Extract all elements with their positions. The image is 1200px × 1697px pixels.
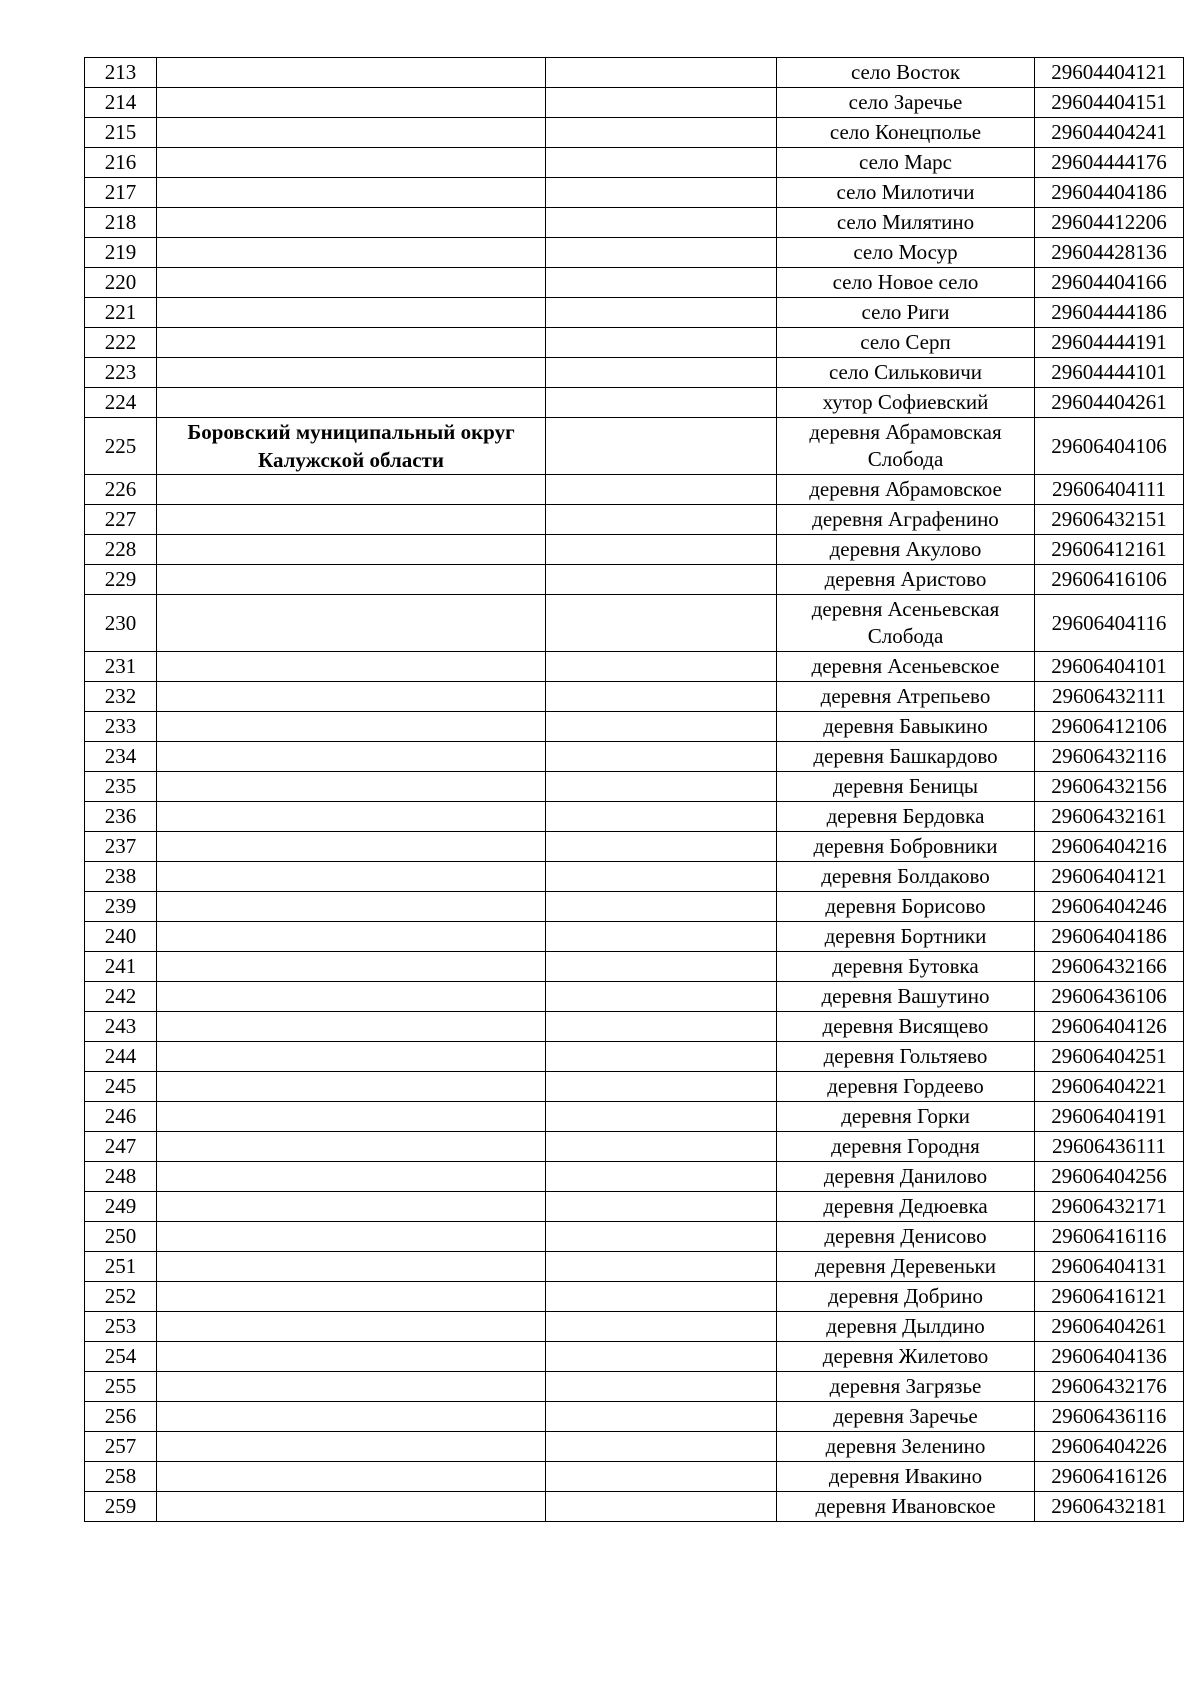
table-row (85, 1492, 1184, 1522)
table-row (85, 1102, 1184, 1132)
empty-cell (546, 1012, 777, 1042)
district-cell (157, 712, 546, 742)
table-row (85, 178, 1184, 208)
empty-cell (546, 982, 777, 1012)
empty-cell (546, 892, 777, 922)
district-cell (157, 892, 546, 922)
empty-cell (546, 832, 777, 862)
settlement-cell: деревня Дылдино (777, 1312, 1035, 1342)
district-cell (157, 652, 546, 682)
table-row (85, 832, 1184, 862)
settlement-cell: село Марс (777, 148, 1035, 178)
row-number: 243 (85, 1012, 157, 1042)
settlement-cell: село Сильковичи (777, 358, 1035, 388)
oktmo-code-cell: 29606432171 (1035, 1192, 1184, 1222)
row-number: 219 (85, 238, 157, 268)
settlement-cell: село Восток (777, 58, 1035, 88)
row-number: 244 (85, 1042, 157, 1072)
empty-cell (546, 652, 777, 682)
table-row (85, 595, 1184, 652)
row-number: 218 (85, 208, 157, 238)
row-number: 242 (85, 982, 157, 1012)
row-number: 226 (85, 475, 157, 505)
empty-cell (546, 208, 777, 238)
oktmo-code-cell: 29606404251 (1035, 1042, 1184, 1072)
district-cell (157, 565, 546, 595)
empty-cell (546, 1192, 777, 1222)
oktmo-code-cell: 29604404261 (1035, 388, 1184, 418)
row-number: 259 (85, 1492, 157, 1522)
district-cell (157, 1372, 546, 1402)
empty-cell (546, 1042, 777, 1072)
empty-cell (546, 922, 777, 952)
table-row (85, 742, 1184, 772)
table-row (85, 328, 1184, 358)
settlement-cell: хутор Софиевский (777, 388, 1035, 418)
district-cell (157, 535, 546, 565)
settlement-cell: деревня Загрязье (777, 1372, 1035, 1402)
oktmo-code-cell: 29606416116 (1035, 1222, 1184, 1252)
row-number: 246 (85, 1102, 157, 1132)
empty-cell (546, 358, 777, 388)
empty-cell (546, 178, 777, 208)
row-number: 255 (85, 1372, 157, 1402)
empty-cell (546, 1432, 777, 1462)
settlement-cell: село Милятино (777, 208, 1035, 238)
settlement-cell: деревня Абрамовское (777, 475, 1035, 505)
empty-cell (546, 58, 777, 88)
settlement-cell: деревня Асеньевское (777, 652, 1035, 682)
empty-cell (546, 505, 777, 535)
settlement-cell: село Новое село (777, 268, 1035, 298)
oktmo-code-cell: 29604444191 (1035, 328, 1184, 358)
settlement-cell: деревня Ивановское (777, 1492, 1035, 1522)
row-number: 256 (85, 1402, 157, 1432)
empty-cell (546, 268, 777, 298)
table-body (85, 58, 1184, 1522)
district-cell (157, 982, 546, 1012)
empty-cell (546, 1162, 777, 1192)
row-number: 248 (85, 1162, 157, 1192)
table-row (85, 1372, 1184, 1402)
table-row (85, 58, 1184, 88)
oktmo-code-cell: 29606412106 (1035, 712, 1184, 742)
district-cell (157, 298, 546, 328)
settlement-cell: деревня Деревеньки (777, 1252, 1035, 1282)
table-row (85, 208, 1184, 238)
table-row (85, 1282, 1184, 1312)
row-number: 241 (85, 952, 157, 982)
oktmo-code-cell: 29606404256 (1035, 1162, 1184, 1192)
settlement-cell: деревня Аристово (777, 565, 1035, 595)
settlement-cell: деревня Зеленино (777, 1432, 1035, 1462)
oktmo-code-cell: 29606432176 (1035, 1372, 1184, 1402)
empty-cell (546, 418, 777, 475)
oktmo-code-cell: 29606404126 (1035, 1012, 1184, 1042)
settlements-table (84, 57, 1184, 1522)
table-row (85, 1132, 1184, 1162)
table-row (85, 475, 1184, 505)
row-number: 245 (85, 1072, 157, 1102)
district-cell (157, 178, 546, 208)
row-number: 228 (85, 535, 157, 565)
settlement-cell: деревня Заречье (777, 1402, 1035, 1432)
row-number: 252 (85, 1282, 157, 1312)
empty-cell (546, 742, 777, 772)
table-row (85, 388, 1184, 418)
table-row (85, 892, 1184, 922)
empty-cell (546, 862, 777, 892)
table-row (85, 298, 1184, 328)
oktmo-code-cell: 29606404121 (1035, 862, 1184, 892)
district-cell (157, 1462, 546, 1492)
oktmo-code-cell: 29606404101 (1035, 652, 1184, 682)
table-row (85, 1222, 1184, 1252)
district-cell (157, 208, 546, 238)
oktmo-code-cell: 29606404136 (1035, 1342, 1184, 1372)
oktmo-code-cell: 29606432161 (1035, 802, 1184, 832)
oktmo-code-cell: 29604444186 (1035, 298, 1184, 328)
empty-cell (546, 475, 777, 505)
table-row (85, 1462, 1184, 1492)
district-cell (157, 1072, 546, 1102)
settlement-cell: село Заречье (777, 88, 1035, 118)
settlement-cell: деревня Жилетово (777, 1342, 1035, 1372)
settlement-cell: деревня Гордеево (777, 1072, 1035, 1102)
row-number: 238 (85, 862, 157, 892)
row-number: 239 (85, 892, 157, 922)
oktmo-code-cell: 29604404241 (1035, 118, 1184, 148)
row-number: 254 (85, 1342, 157, 1372)
district-cell (157, 58, 546, 88)
district-cell (157, 1282, 546, 1312)
row-number: 236 (85, 802, 157, 832)
district-cell (157, 505, 546, 535)
oktmo-code-cell: 29606436111 (1035, 1132, 1184, 1162)
empty-cell (546, 535, 777, 565)
row-number: 214 (85, 88, 157, 118)
oktmo-code-cell: 29606404221 (1035, 1072, 1184, 1102)
oktmo-code-cell: 29606404191 (1035, 1102, 1184, 1132)
empty-cell (546, 1282, 777, 1312)
table-row (85, 505, 1184, 535)
district-cell (157, 358, 546, 388)
empty-cell (546, 1372, 777, 1402)
row-number: 224 (85, 388, 157, 418)
district-cell (157, 1492, 546, 1522)
district-cell (157, 772, 546, 802)
table-row (85, 952, 1184, 982)
oktmo-code-cell: 29606432166 (1035, 952, 1184, 982)
oktmo-code-cell: 29606432181 (1035, 1492, 1184, 1522)
district-cell (157, 1042, 546, 1072)
district-cell (157, 1162, 546, 1192)
row-number: 217 (85, 178, 157, 208)
empty-cell (546, 88, 777, 118)
empty-cell (546, 682, 777, 712)
table-row (85, 1042, 1184, 1072)
oktmo-code-cell: 29606404216 (1035, 832, 1184, 862)
empty-cell (546, 1462, 777, 1492)
row-number: 225 (85, 418, 157, 475)
empty-cell (546, 1132, 777, 1162)
row-number: 257 (85, 1432, 157, 1462)
oktmo-code-cell: 29606416121 (1035, 1282, 1184, 1312)
district-cell (157, 1012, 546, 1042)
settlement-cell: деревня Данилово (777, 1162, 1035, 1192)
table-row (85, 1312, 1184, 1342)
table-row (85, 535, 1184, 565)
row-number: 235 (85, 772, 157, 802)
oktmo-code-cell: 29606416126 (1035, 1462, 1184, 1492)
table-row (85, 148, 1184, 178)
oktmo-code-cell: 29604428136 (1035, 238, 1184, 268)
row-number: 247 (85, 1132, 157, 1162)
oktmo-code-cell: 29606432111 (1035, 682, 1184, 712)
empty-cell (546, 1222, 777, 1252)
empty-cell (546, 148, 777, 178)
empty-cell (546, 1312, 777, 1342)
district-cell (157, 1252, 546, 1282)
empty-cell (546, 772, 777, 802)
settlement-cell: деревня Ивакино (777, 1462, 1035, 1492)
table-row (85, 565, 1184, 595)
district-cell (157, 1312, 546, 1342)
oktmo-code-cell: 29606404111 (1035, 475, 1184, 505)
oktmo-code-cell: 29606432156 (1035, 772, 1184, 802)
settlement-cell: деревня Гольтяево (777, 1042, 1035, 1072)
district-cell (157, 1222, 546, 1252)
empty-cell (546, 328, 777, 358)
table-row (85, 712, 1184, 742)
row-number: 216 (85, 148, 157, 178)
table-row (85, 922, 1184, 952)
table-row (85, 118, 1184, 148)
oktmo-code-cell: 29606404116 (1035, 595, 1184, 652)
oktmo-code-cell: 29606436116 (1035, 1402, 1184, 1432)
empty-cell (546, 952, 777, 982)
district-cell (157, 118, 546, 148)
row-number: 229 (85, 565, 157, 595)
district-cell (157, 682, 546, 712)
table-row (85, 802, 1184, 832)
row-number: 213 (85, 58, 157, 88)
settlement-cell: деревня Бавыкино (777, 712, 1035, 742)
district-cell (157, 595, 546, 652)
district-cell (157, 388, 546, 418)
empty-cell (546, 1252, 777, 1282)
empty-cell (546, 565, 777, 595)
table-row (85, 1192, 1184, 1222)
oktmo-code-cell: 29606436106 (1035, 982, 1184, 1012)
table-row (85, 418, 1184, 475)
settlement-cell: село Серп (777, 328, 1035, 358)
district-cell (157, 268, 546, 298)
settlement-cell: деревня Атрепьево (777, 682, 1035, 712)
oktmo-code-cell: 29606404226 (1035, 1432, 1184, 1462)
table-row (85, 862, 1184, 892)
empty-cell (546, 1492, 777, 1522)
empty-cell (546, 802, 777, 832)
table-row (85, 88, 1184, 118)
settlement-cell: деревня Беницы (777, 772, 1035, 802)
district-cell (157, 238, 546, 268)
row-number: 240 (85, 922, 157, 952)
settlement-cell: деревня Бортники (777, 922, 1035, 952)
oktmo-code-cell: 29606404246 (1035, 892, 1184, 922)
settlement-cell: деревня Аграфенино (777, 505, 1035, 535)
row-number: 237 (85, 832, 157, 862)
table-row (85, 1162, 1184, 1192)
oktmo-code-cell: 29604404151 (1035, 88, 1184, 118)
row-number: 220 (85, 268, 157, 298)
district-cell (157, 1192, 546, 1222)
empty-cell (546, 1102, 777, 1132)
settlement-cell: село Милотичи (777, 178, 1035, 208)
row-number: 221 (85, 298, 157, 328)
table-row (85, 1012, 1184, 1042)
settlement-cell: деревня Абрамовская Слобода (777, 418, 1035, 475)
table-row (85, 772, 1184, 802)
empty-cell (546, 238, 777, 268)
empty-cell (546, 595, 777, 652)
district-cell (157, 88, 546, 118)
settlement-cell: деревня Борисово (777, 892, 1035, 922)
row-number: 249 (85, 1192, 157, 1222)
row-number: 232 (85, 682, 157, 712)
settlement-cell: деревня Денисово (777, 1222, 1035, 1252)
district-cell (157, 1132, 546, 1162)
settlement-cell: деревня Добрино (777, 1282, 1035, 1312)
oktmo-code-cell: 29604404166 (1035, 268, 1184, 298)
oktmo-code-cell: 29606404131 (1035, 1252, 1184, 1282)
settlement-cell: деревня Башкардово (777, 742, 1035, 772)
table-row (85, 238, 1184, 268)
district-cell (157, 832, 546, 862)
table-row (85, 1342, 1184, 1372)
row-number: 222 (85, 328, 157, 358)
district-cell: Боровский муниципальный округ Калужской области (157, 418, 546, 475)
empty-cell (546, 1072, 777, 1102)
row-number: 223 (85, 358, 157, 388)
district-cell (157, 922, 546, 952)
district-cell (157, 1432, 546, 1462)
settlement-cell: деревня Горки (777, 1102, 1035, 1132)
settlement-cell: деревня Акулово (777, 535, 1035, 565)
settlement-cell: село Риги (777, 298, 1035, 328)
row-number: 251 (85, 1252, 157, 1282)
row-number: 227 (85, 505, 157, 535)
settlement-cell: деревня Бутовка (777, 952, 1035, 982)
table-row (85, 982, 1184, 1012)
district-cell (157, 1102, 546, 1132)
row-number: 230 (85, 595, 157, 652)
settlement-cell: село Мосур (777, 238, 1035, 268)
row-number: 253 (85, 1312, 157, 1342)
oktmo-code-cell: 29604404186 (1035, 178, 1184, 208)
table-row (85, 268, 1184, 298)
district-cell (157, 952, 546, 982)
row-number: 234 (85, 742, 157, 772)
oktmo-code-cell: 29604404121 (1035, 58, 1184, 88)
table-row (85, 1402, 1184, 1432)
district-cell (157, 802, 546, 832)
oktmo-code-cell: 29606404261 (1035, 1312, 1184, 1342)
empty-cell (546, 1402, 777, 1432)
oktmo-code-cell: 29604412206 (1035, 208, 1184, 238)
settlement-cell: село Конецполье (777, 118, 1035, 148)
table-row (85, 682, 1184, 712)
row-number: 250 (85, 1222, 157, 1252)
table-row (85, 1432, 1184, 1462)
settlement-cell: деревня Болдаково (777, 862, 1035, 892)
district-cell (157, 742, 546, 772)
empty-cell (546, 118, 777, 148)
empty-cell (546, 712, 777, 742)
row-number: 258 (85, 1462, 157, 1492)
table-row (85, 1252, 1184, 1282)
settlement-cell: деревня Висящево (777, 1012, 1035, 1042)
oktmo-code-cell: 29606432116 (1035, 742, 1184, 772)
empty-cell (546, 298, 777, 328)
table-row (85, 358, 1184, 388)
district-cell (157, 862, 546, 892)
table-row (85, 1072, 1184, 1102)
district-cell (157, 1342, 546, 1372)
settlement-cell: деревня Асеньевская Слобода (777, 595, 1035, 652)
district-cell (157, 1402, 546, 1432)
oktmo-code-cell: 29606404106 (1035, 418, 1184, 475)
district-cell (157, 328, 546, 358)
settlement-cell: деревня Бердовка (777, 802, 1035, 832)
settlement-cell: деревня Дедюевка (777, 1192, 1035, 1222)
oktmo-code-cell: 29604444176 (1035, 148, 1184, 178)
empty-cell (546, 1342, 777, 1372)
row-number: 233 (85, 712, 157, 742)
table-row (85, 652, 1184, 682)
oktmo-code-cell: 29606432151 (1035, 505, 1184, 535)
row-number: 231 (85, 652, 157, 682)
oktmo-code-cell: 29606416106 (1035, 565, 1184, 595)
district-cell (157, 475, 546, 505)
settlement-cell: деревня Вашутино (777, 982, 1035, 1012)
oktmo-code-cell: 29604444101 (1035, 358, 1184, 388)
row-number: 215 (85, 118, 157, 148)
oktmo-code-cell: 29606412161 (1035, 535, 1184, 565)
district-cell (157, 148, 546, 178)
settlement-cell: деревня Городня (777, 1132, 1035, 1162)
empty-cell (546, 388, 777, 418)
settlement-cell: деревня Бобровники (777, 832, 1035, 862)
oktmo-code-cell: 29606404186 (1035, 922, 1184, 952)
